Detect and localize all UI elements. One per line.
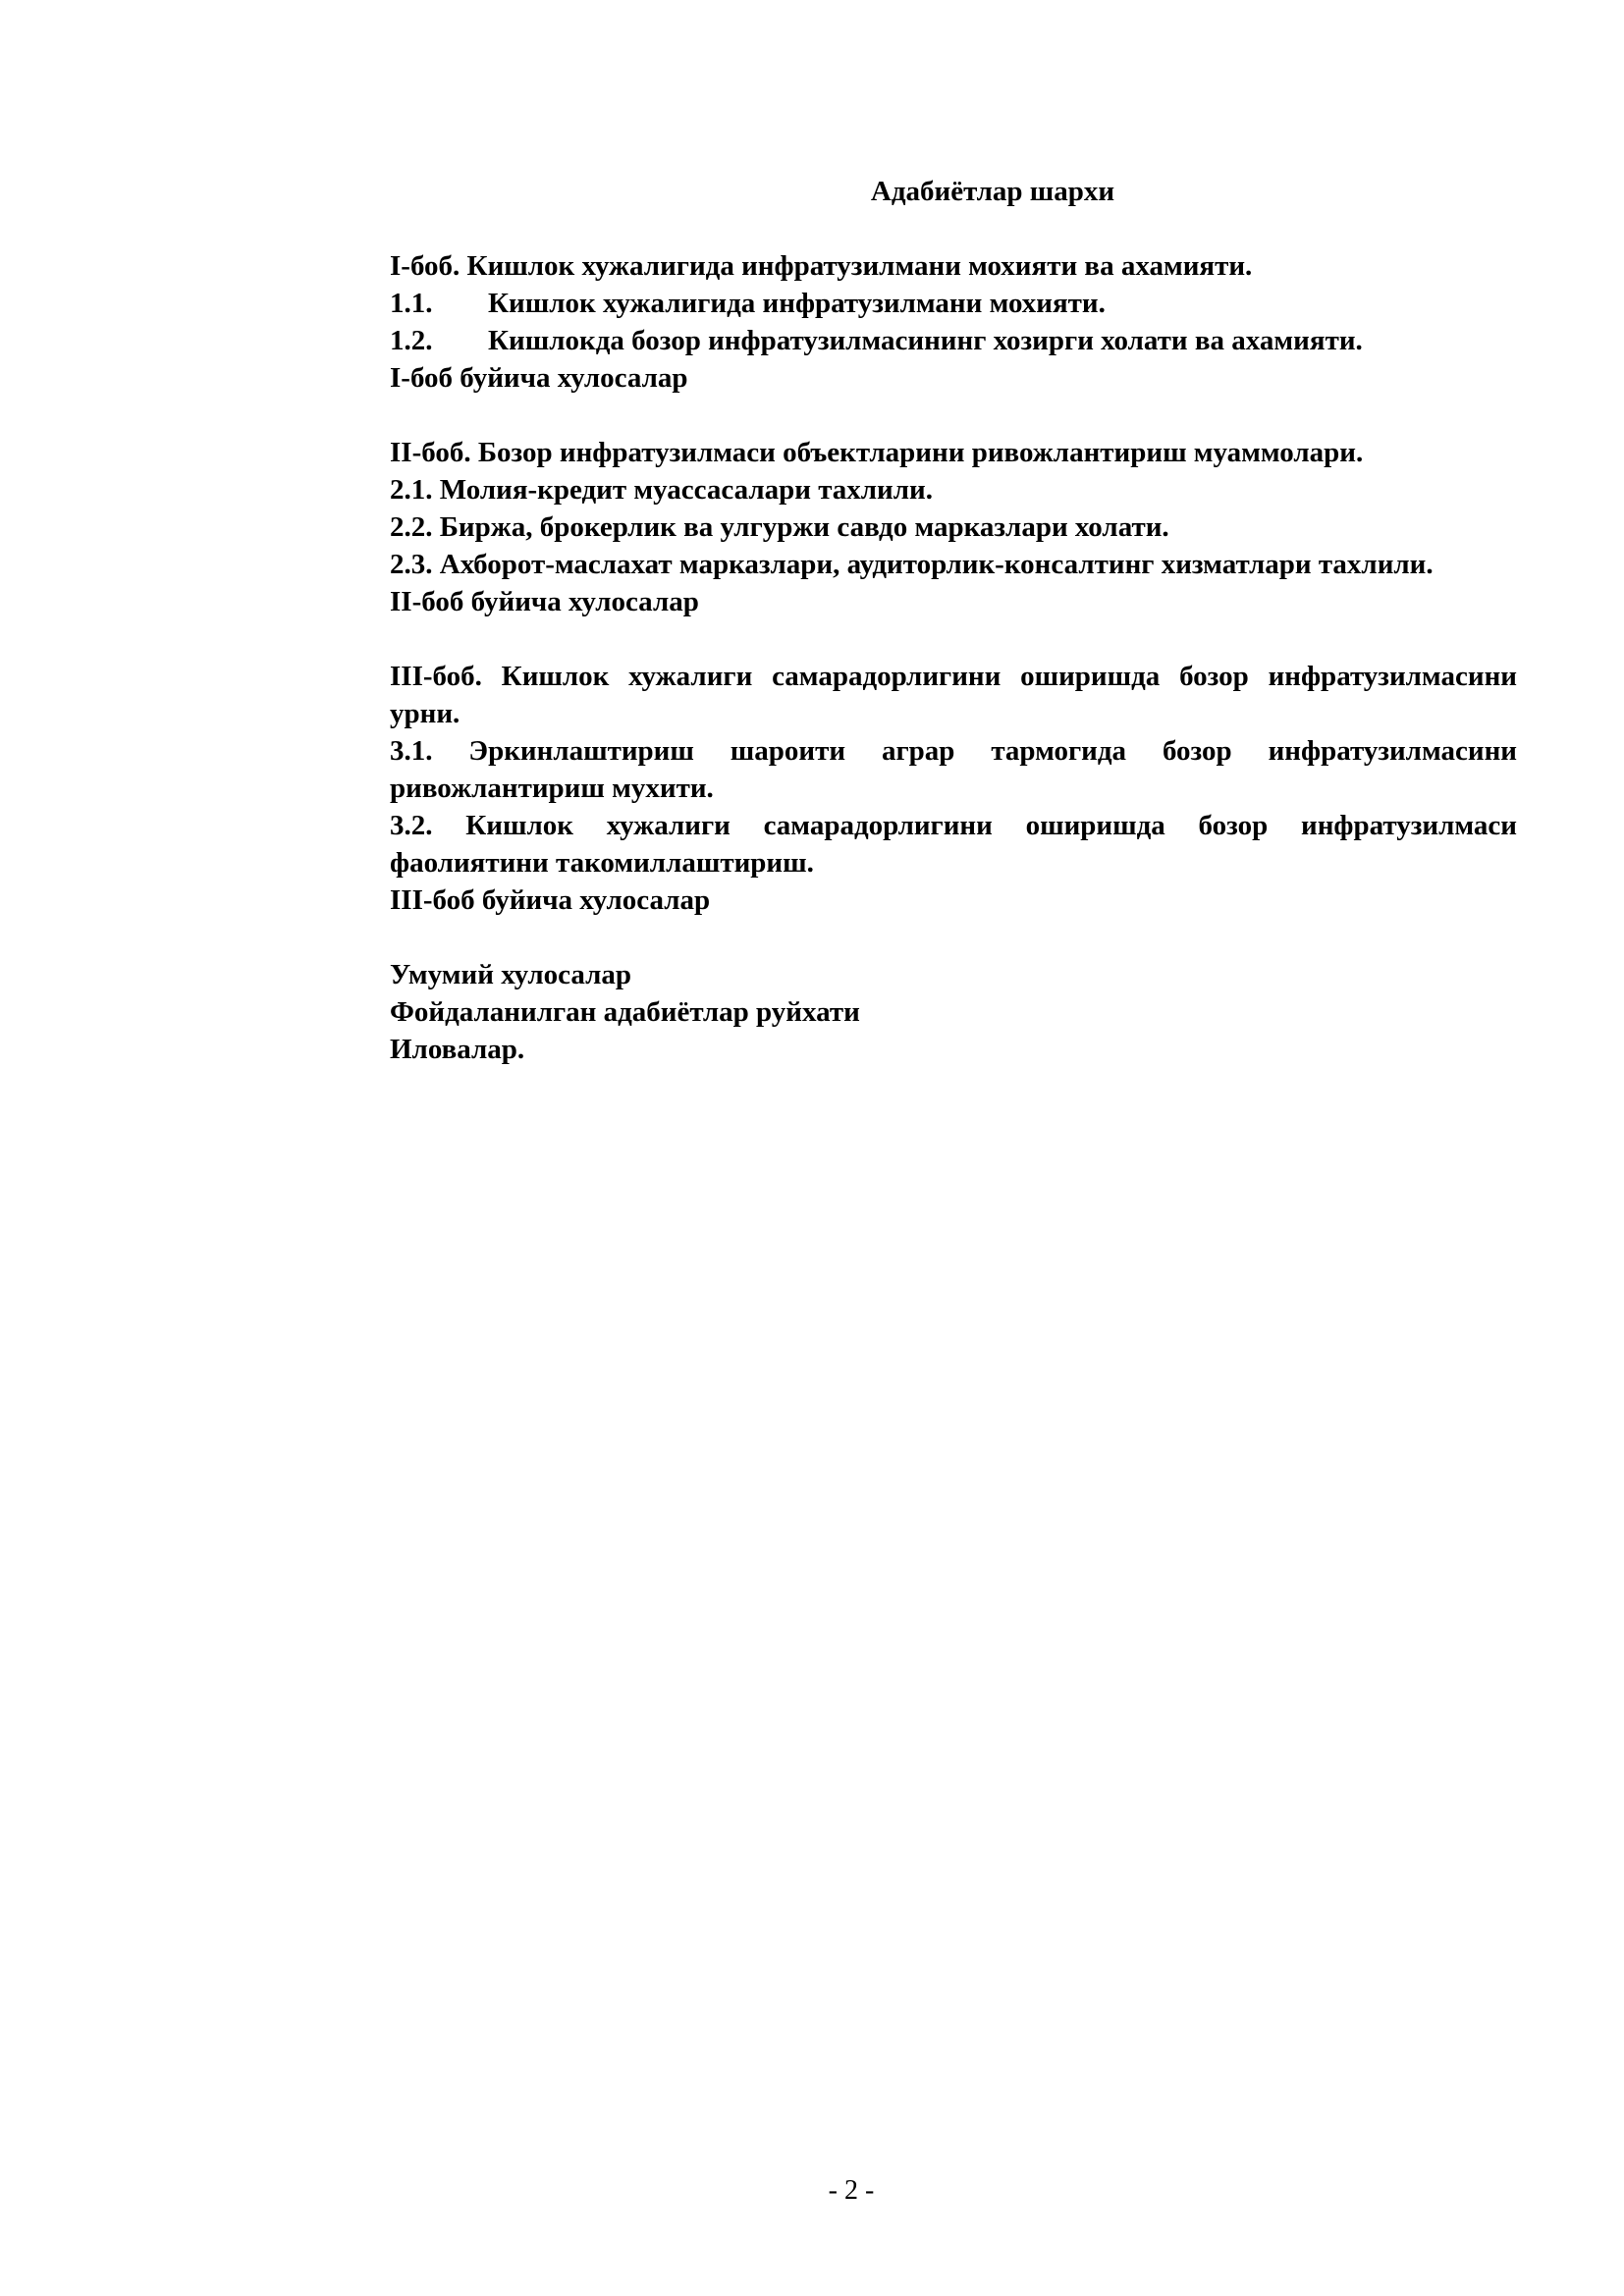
chapter-2-item-2: 2.2. Биржа, брокерлик ва улгуржи савдо марказлари холати. xyxy=(390,511,1169,543)
item-number: 1.1. xyxy=(390,288,433,319)
chapter-1-item-1 xyxy=(390,285,1517,322)
references-list: Фойдаланилган адабиётлар руйхати xyxy=(390,996,860,1028)
chapter-3-item-2: 3.2. Кишлок хужалиги самарадорлигини оширишда бозор инфратузилмаси фаолиятини такомиллаштириш. xyxy=(390,810,1517,879)
chapter-2-title: II-боб. Бозор инфратузилмаси объектларини ривожлантириш муаммолари. xyxy=(390,437,1364,468)
chapter-1-item-2 xyxy=(390,322,1517,359)
appendices: Иловалар. xyxy=(390,1034,525,1065)
chapter-1-section xyxy=(390,247,1517,397)
item-number: 1.2. xyxy=(390,325,433,356)
chapter-2-conclusion: II-боб буйича хулосалар xyxy=(390,586,699,617)
page-heading: Адабиётлар шархи xyxy=(870,176,1115,207)
chapter-2-item-1: 2.1. Молия-кредит муассасалари тахлили. xyxy=(390,474,933,506)
chapter-2-item-3: 2.3. Ахборот-маслахат марказлари, аудиторлик-консалтинг хизматлари тахлили. xyxy=(390,549,1434,580)
chapter-1-title: I-боб. Кишлок хужалигида инфратузилмани мохияти ва ахамияти. xyxy=(390,250,1253,282)
general-conclusions: Умумий хулосалар xyxy=(390,959,632,990)
chapter-2-section xyxy=(390,434,1517,620)
chapter-3-conclusion: III-боб буйича хулосалар xyxy=(390,884,711,916)
page-number: - 2 - xyxy=(828,2175,875,2206)
closing-section xyxy=(390,956,1517,1068)
item-text: Кишлок хужалигида инфратузилмани мохияти. xyxy=(488,288,1106,319)
chapter-3-item-1: 3.1. Эркинлаштириш шароити аграр тармогида бозор инфратузилмасини ривожлантириш мухити. xyxy=(390,735,1517,804)
item-text: Кишлокда бозор инфратузилмасининг хозирги холати ва ахамияти. xyxy=(488,325,1363,356)
chapter-1-conclusion: I-боб буйича хулосалар xyxy=(390,362,688,394)
chapter-3-section xyxy=(390,658,1517,919)
chapter-3-title: III-боб. Кишлок хужалиги самарадорлигини оширишда бозор инфратузилмасини урни. xyxy=(390,661,1517,729)
table-of-contents xyxy=(390,173,1517,1105)
